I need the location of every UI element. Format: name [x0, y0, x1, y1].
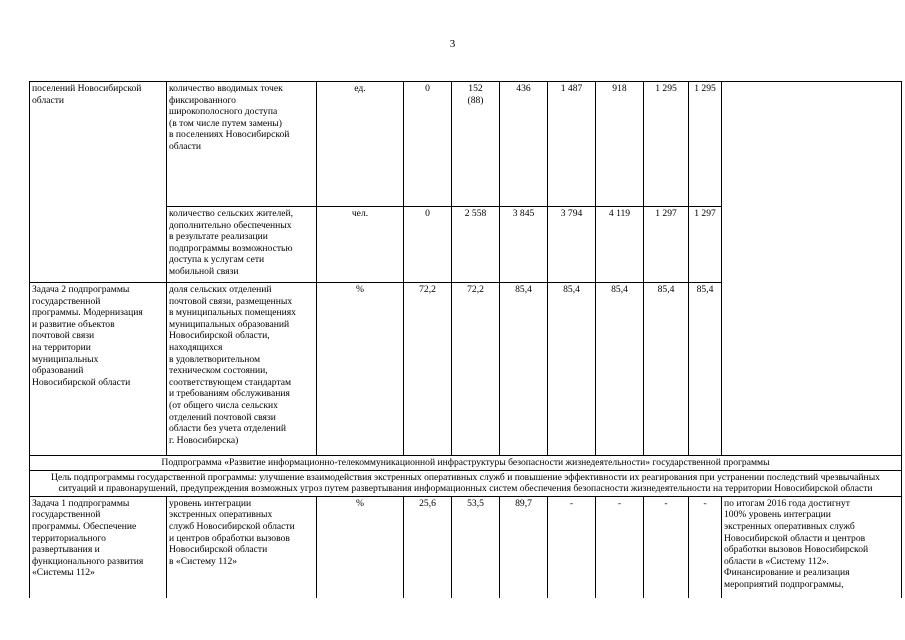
value-cell: 2 558 — [452, 207, 500, 283]
table-row — [30, 82, 902, 207]
value-cell: 53,5 — [452, 496, 500, 598]
task-text: Задача 2 подпрограммы государственной программы. Модернизация и развитие объектов почтовой связи на территории муниципальных образований Новосибирской области — [32, 284, 143, 388]
subprogram-goal: Цель подпрограммы государственной программы: улучшение взаимодействия экстренных оперативных служб и повышение эффективности их реагирования при устранении последствий чрезвычайных ситуаций и правонарушений, предупреждения возможных угроз путем развертывания информационных систем обеспечения безопасности жизнедеятельности на территории Новосибирской области — [30, 470, 902, 496]
value-cell: 0 — [404, 207, 452, 283]
value-text: 1 295 — [694, 83, 716, 94]
value-cell: 1 297 — [689, 207, 722, 283]
value-cell: 85,4 — [644, 283, 689, 456]
value-cell: 72,2 — [452, 283, 500, 456]
value-cell: 72,2 — [404, 283, 452, 456]
value-cell: 1 297 — [644, 207, 689, 283]
page-number: 3 — [449, 38, 456, 50]
indicator-text: доля сельских отделений почтовой связи, размещенных в муниципальных помещениях муниципальных образований Новосибирской области, находящихся в удовлетворительном техническом состоянии, соответствующем стандартам и требованиям обслуживания (от общего числа сельских отделений почтовой связи области без учета отделений г. Новосибирска) — [169, 284, 296, 446]
value-cell — [689, 82, 722, 207]
value-cell: 85,4 — [689, 283, 722, 456]
unit-cell: чел. — [317, 207, 404, 283]
table-row — [30, 456, 902, 471]
subprogram-title: Подпрограмма «Развитие информационно-телекоммуникационной инфраструктуры безопасности жизнедеятельности» государственной программы — [30, 456, 902, 471]
value-cell: 4 119 — [596, 207, 644, 283]
indicator-text: количество вводимых точек фиксированного широкополосного доступа (в том числе путем замены) в поселениях Новосибирской области — [169, 83, 290, 152]
indicators-table — [29, 81, 902, 598]
unit-cell: % — [317, 496, 404, 598]
note-cell — [722, 82, 902, 456]
value-cell — [644, 82, 689, 207]
indicator-text: количество сельских жителей, дополнительно обеспеченных в результате реализации подпрограммы возможностью доступа к услугам сети мобильной связи — [169, 208, 294, 277]
unit-cell: % — [317, 283, 404, 456]
value-text: 436 — [516, 83, 531, 94]
task-text: Задача 1 подпрограммы государственной программы. Обеспечение территориального развертывания и функционального развития «Системы 112» — [32, 497, 144, 579]
table-row — [30, 496, 902, 598]
note-cell — [722, 496, 902, 598]
indicator-text: уровень интеграции экстренных оперативных служб Новосибирской области и центров обработки вызовов Новосибирской области в «Систему 112» — [169, 497, 295, 567]
value-text: 0 — [425, 83, 430, 94]
value-cell: 3 794 — [548, 207, 596, 283]
value-cell: 85,4 — [596, 283, 644, 456]
value-cell — [596, 82, 644, 207]
value-text: 1 487 — [560, 83, 583, 94]
value-text: 1 295 — [655, 83, 677, 94]
value-text: 918 — [612, 83, 627, 94]
value-cell: 89,7 — [500, 496, 548, 598]
value-cell — [548, 82, 596, 207]
value-cell: - — [689, 496, 722, 598]
task-text: поселений Новосибирской области — [32, 83, 142, 106]
task-cell — [30, 82, 167, 283]
indicator-cell — [167, 207, 317, 283]
value-cell: 85,4 — [548, 283, 596, 456]
indicator-cell — [167, 496, 317, 598]
value-text: 152 (88) — [467, 83, 484, 106]
value-cell: 85,4 — [500, 283, 548, 456]
value-cell — [452, 82, 500, 207]
value-cell: 25,6 — [404, 496, 452, 598]
value-cell: - — [548, 496, 596, 598]
value-cell: 3 845 — [500, 207, 548, 283]
value-cell: - — [596, 496, 644, 598]
indicator-cell — [167, 283, 317, 456]
task-cell — [30, 283, 167, 456]
note-text: по итогам 2016 года достигнут 100% уровень интеграции экстренных оперативных служб Новосибирской области и центров обработки вызовов Новосибирской области в «Систему 112». Финансирование и реализация мероприятий подпрограммы, — [724, 497, 869, 590]
table-row — [30, 470, 902, 496]
task-cell — [30, 496, 167, 598]
value-cell — [404, 82, 452, 207]
value-cell: - — [644, 496, 689, 598]
indicator-cell — [167, 82, 317, 207]
value-cell — [500, 82, 548, 207]
unit-cell: ед. — [317, 82, 404, 207]
